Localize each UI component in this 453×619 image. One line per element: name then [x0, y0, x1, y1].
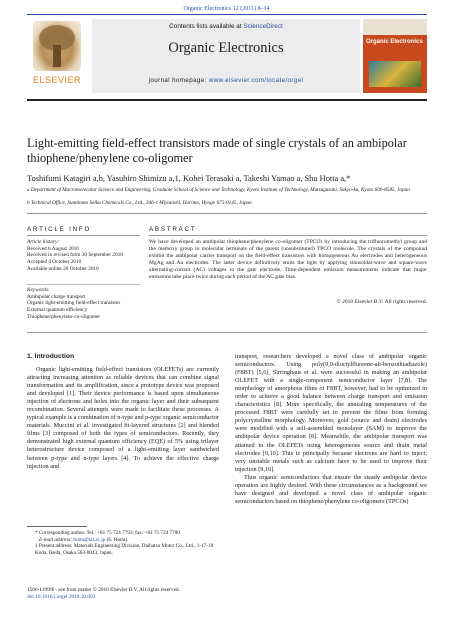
doi-link[interactable]: doi:10.1016/j.orgel.2010.10.003 — [27, 593, 96, 600]
keywords-list — [27, 287, 140, 321]
email-link[interactable]: hotta@kit.ac.jp — [73, 536, 106, 543]
history-item: Accepted 4 October 2010 — [27, 259, 82, 266]
introduction-heading: 1. Introduction — [27, 353, 75, 360]
email-suffix: (S. Hotta). — [105, 536, 129, 543]
abstract-bottom-rule — [27, 332, 427, 333]
cover-title: Organic Electronics — [366, 39, 423, 45]
homepage-link[interactable]: www.elsevier.com/locate/orgel — [208, 77, 304, 84]
corresponding-author-note: * Corresponding author. Tel.: +81 75 724 7793; fax: +81 75 724 7780. — [35, 530, 182, 536]
footnote-rule — [27, 526, 87, 527]
abstract-heading: ABSTRACT — [149, 226, 197, 233]
keyword-item: Thiophene/phenylene co-oligomer — [27, 313, 101, 320]
keyword-item: Ambipolar charge transport — [27, 293, 86, 300]
history-item: Available online 20 October 2010 — [27, 265, 99, 272]
journal-cover-thumbnail[interactable] — [363, 19, 427, 93]
body-column-left — [27, 366, 219, 471]
present-address-note: 1 Present address: Materials Engineering Division, Daihatsu Motor Co., Ltd., 1-17-18 Koda, Ikeda, Osaka 563-0043, Japan. — [35, 543, 214, 556]
tree-logo-icon — [33, 21, 81, 71]
publisher-logo[interactable] — [27, 19, 87, 93]
footnotes — [27, 530, 219, 556]
header-divider — [27, 99, 427, 101]
contents-line — [92, 23, 360, 30]
history-item: Received 6 August 2010 — [27, 245, 79, 252]
publisher-name: ELSEVIER — [32, 75, 82, 85]
keywords-rule — [27, 284, 140, 285]
journal-reference[interactable]: Organic Electronics 12 (2011) 8–14 — [183, 6, 270, 12]
sciencedirect-link[interactable]: ScienceDirect — [243, 23, 283, 30]
history-label: Article history: — [27, 239, 60, 245]
author-list: Toshifumi Katagiri a,b, Yasuhiro Shimizu a,1, Kohei Terasaki a, Takeshi Yamao a, Shu Hotta a,* — [27, 174, 351, 183]
affiliation-a: a Department of Macromolecular Science and Engineering, Graduate School of Science and Technology, Kyoto Institute of Technology, Matsugasaki, Sakyo-ku, Kyoto 606-8585, Japan — [27, 187, 410, 193]
issn-line: 1566-1199/$ - see front matter © 2010 Elsevier B.V. All rights reserved. — [27, 587, 180, 593]
top-rule — [27, 14, 427, 15]
email-label: E-mail address: — [39, 536, 74, 543]
homepage-prefix: journal homepage: — [148, 77, 209, 84]
keywords-label: Keywords: — [27, 287, 50, 293]
body-paragraph: transport, researchers developed a novel class of ambipolar organic semiconductors. Using poly(9,9-dioctylfluorene-alt-benzothiadiazole) (F8BT) [5,6], Sirringhaus et al. were successful in making an ambipolar OLEFET with a single-component semiconductor layer [7,8]. The morphology of amorphous films of F8BT, however, had to be optimized in order to achieve a good balance between charge transport and emission characteristics [8]. More specifically, the annealing temperatures of the processed F8BT were carefully set to prevent the films from forming polycrystalline morphology. Moreover, gold (source and drain) electrodes were modified with a self-assembled monolayer (SAM) to improve the ambipolar device operation [8]. Meanwhile, the ambipolar transport was attained in the OLEFETs using heterogeneous source and drain metal electrodes [9,10]. This is principally because electrons are hard to inject; very unstable metals such as calcium have to be used to improve their injection [9,10]. — [235, 353, 427, 473]
title-divider — [27, 213, 427, 214]
body-paragraph: Thus organic semiconductors that ensure the steady ambipolar device operation are highly desired. With these circumstances as a background we have designed and developed a novel class of ambipolar organic semiconductors based on thiophene/phenylene co-oligomers (TPCOs) — [235, 473, 427, 505]
article-info-heading: ARTICLE INFO — [27, 226, 92, 233]
keyword-item: External quantum efficiency — [27, 307, 88, 314]
abstract-text: We have developed an ambipolar thiophene/phenylene co-oligomer (TPCO) by introducing the trifluoromethyl group and the methoxy group to molecular terminals of the parent (unsubstituted) TPCO molecule. The crystals of the compound exhibit the ambipolar carrier transport on the field-effect transistors with homogeneous Au electrodes and heterogeneous MgAg and Au electrodes. The latter device definitively emits the light by applying sinusoidal-wave and square-wave alternating-current (AC) voltages to the gate electrode. Time-dependent emission measurements indicate that major emissions take place twice during each period of the AC gate bias. — [149, 239, 427, 281]
abstract-rule — [149, 235, 427, 236]
body-column-right — [235, 353, 427, 506]
article-history — [27, 239, 140, 273]
page-footer — [27, 587, 327, 601]
history-item: Received in revised form 30 September 2010 — [27, 252, 123, 259]
contents-prefix: Contents lists available at — [169, 23, 244, 30]
article-title: Light-emitting field-effect transistors made of single crystals of an ambipolar thiophene/phenylene co-oligomer — [27, 136, 407, 165]
affiliation-b: b Technical Office, Sumitomo Seika Chemicals Co., Ltd., 346-1 Miyanishi, Harima, Hyogo 675-0145, Japan — [27, 200, 252, 206]
homepage-line — [92, 77, 360, 84]
cover-image — [369, 61, 421, 87]
keyword-item: Organic light-emitting field-effect transistor — [27, 300, 121, 307]
copyright-notice: © 2010 Elsevier B.V. All rights reserved. — [336, 299, 427, 305]
journal-title: Organic Electronics — [168, 40, 284, 56]
body-paragraph: Organic light-emitting field-effect transistors (OLEFETs) are currently attracting increasing attention as reliable devices that can combine signal transformation and its amplification, since a prototype device was proposed and developed [1]. Their device performance is based upon simultaneous injection of electrons and holes into the organic layer and their subsequent recombination. Several attempts were made to facilitate these processes. A typical example is a combination of n-type and p-type organic semiconductor materials. Muccini et al. investigated bi-layered structures [2] and blended films [3] composed of both the types of semiconductors. Recently, they demonstrated high external quantum efficiency (EQE) of 5% using trilayer heterostructure device composed of a light-emitting layer sandwiched between p-type and n-type layers [4]. To achieve the effective charge injection and — [27, 366, 219, 470]
article-info-rule — [27, 235, 140, 236]
